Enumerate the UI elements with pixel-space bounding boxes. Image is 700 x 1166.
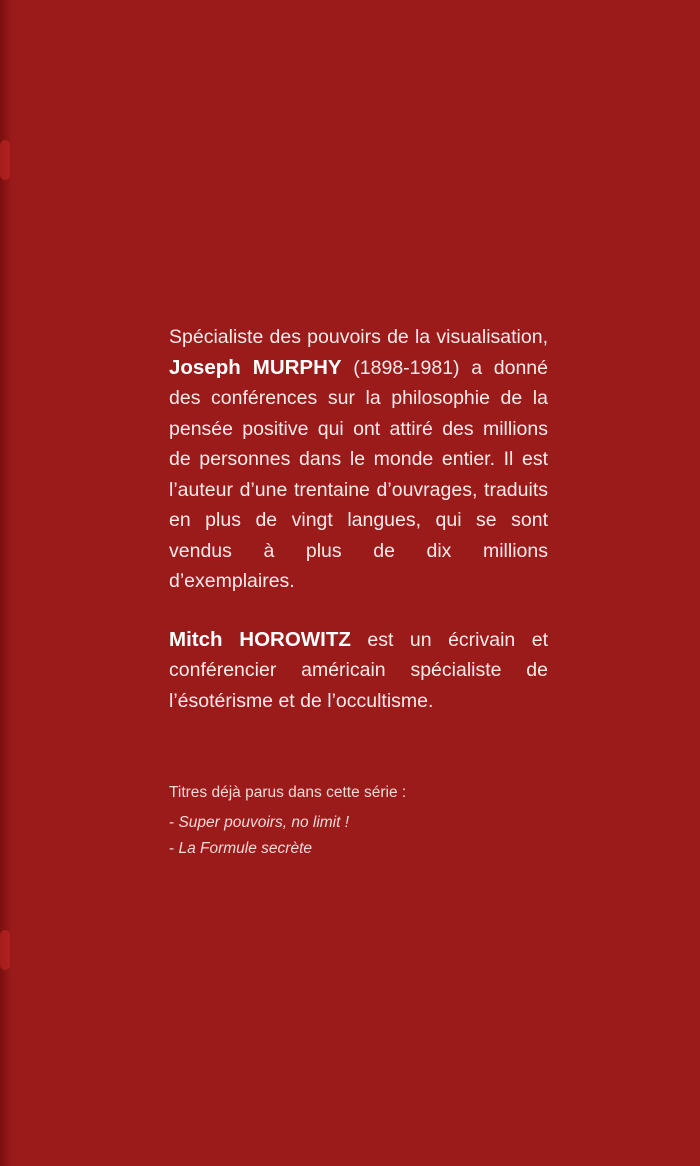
series-item xyxy=(169,810,548,836)
horowitz-bio-text: est un écrivain et conférencier américain spécialiste de l’ésotérisme et de l’occultisme. xyxy=(169,628,549,712)
series-item-dash: - xyxy=(169,814,179,831)
series-item-dash: - xyxy=(169,840,179,857)
series-heading: Titres déjà parus dans cette série : xyxy=(169,784,407,801)
back-cover-text xyxy=(169,322,548,862)
murphy-name: Joseph MURPHY xyxy=(169,355,342,379)
series-list xyxy=(169,810,548,862)
spine-glow-top xyxy=(0,140,10,180)
horowitz-name: Mitch HOROWITZ xyxy=(169,627,351,651)
spine-edge xyxy=(0,0,12,1166)
spine-glow-bottom xyxy=(0,930,10,970)
murphy-bio xyxy=(169,322,548,597)
horowitz-bio xyxy=(169,625,548,717)
series-section xyxy=(169,780,548,862)
series-item-title: La Formule secrète xyxy=(178,840,312,857)
series-item-title: Super pouvoirs, no limit ! xyxy=(178,814,350,831)
murphy-bio-text: (1898-1981) a donné des conférences sur la philosophie de la pensée positive qui ont attiré des millions de personnes dans le monde entier. Il est l’auteur d’une trentaine d’ouvrages, traduits en plus de vingt langues, qui se sont vendus à plus de dix millions d’exemplaires. xyxy=(169,356,548,592)
series-item xyxy=(169,836,548,862)
murphy-bio-intro: Spécialiste des pouvoirs de la visualisation, xyxy=(169,326,548,348)
